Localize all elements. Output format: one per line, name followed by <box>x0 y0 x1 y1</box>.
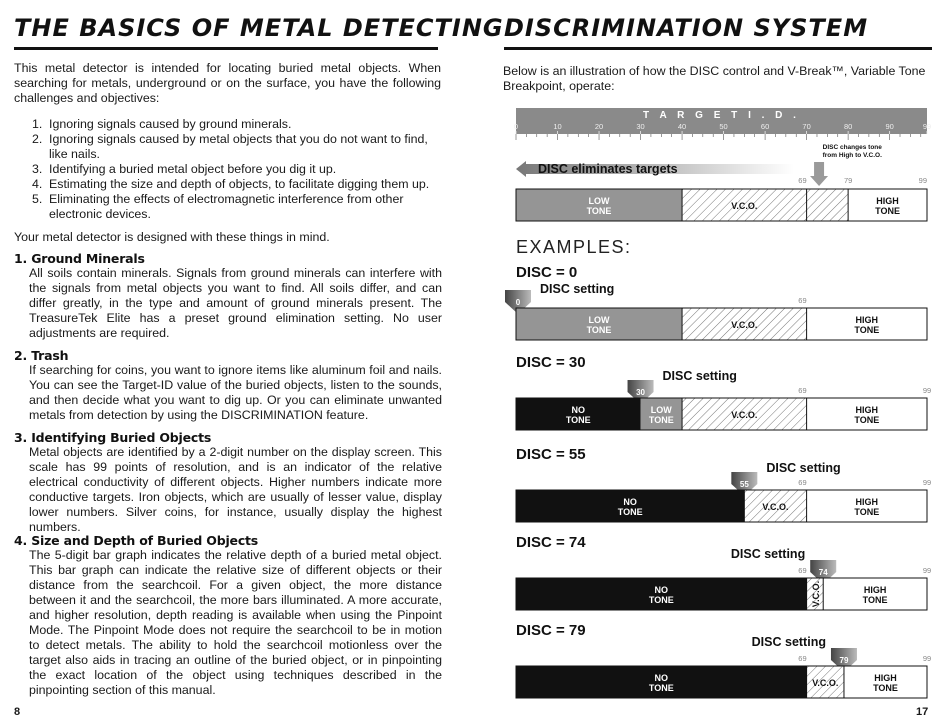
page-title-left: THE BASICS OF METAL DETECTING <box>14 14 504 42</box>
disc-example-label: DISC = 55 <box>516 446 586 463</box>
scale-tick-label: 60 <box>760 122 770 131</box>
target-id-label: T A R G E T I . D . <box>643 110 800 121</box>
segment-label: V.C.O. <box>762 502 789 512</box>
marker-label: 99 <box>922 386 932 395</box>
segment-label: HIGH <box>876 196 899 206</box>
disc-example-label: DISC = 0 <box>516 264 578 281</box>
disc-badge-value: 30 <box>636 388 645 397</box>
section-identifying <box>14 430 442 535</box>
title-underline <box>14 47 438 50</box>
segment-label: LOW <box>650 405 672 415</box>
marker-label: 99 <box>922 478 932 487</box>
examples-heading: EXAMPLES: <box>516 237 632 257</box>
breakpoint-down-arrow <box>810 162 828 186</box>
segment-label: V.C.O. <box>731 320 758 330</box>
section-body: All soils contain minerals. Signals from ground minerals can interfere with the signals from metal objects you want to find. All soils differ, and can differ greatly, in the type and amount of ground minerals present. The TreasureTek Elite has a preset ground elimination setting. No user adjustments are required. <box>29 266 442 340</box>
scale-tick-label: 20 <box>594 122 604 131</box>
marker-label: 69 <box>798 296 807 305</box>
disc-example-bar <box>516 578 927 610</box>
marker-label: 99 <box>922 654 932 663</box>
disc-setting-label: DISC setting <box>766 461 841 475</box>
scale-tick-label: 50 <box>719 122 728 131</box>
segment-label: TONE <box>617 507 643 517</box>
segment-label: V.C.O. <box>812 678 839 688</box>
disc-setting-label: DISC setting <box>540 282 615 296</box>
section-heading: 2. Trash <box>14 348 69 363</box>
disc-example-label: DISC = 30 <box>516 354 586 371</box>
page-number-left: 8 <box>14 706 21 718</box>
segment-label: V.C.O. <box>810 580 821 608</box>
bar-segment-hatch <box>807 189 849 221</box>
scale-tick-label: 70 <box>802 122 811 131</box>
segment-label: NO <box>654 673 669 683</box>
segment-label: TONE <box>586 325 612 335</box>
page-number-right: 17 <box>916 706 929 718</box>
disc-badge-value: 79 <box>839 656 849 665</box>
objectives-list <box>32 117 442 222</box>
segment-label: TONE <box>854 415 880 425</box>
disc-setting-label: DISC setting <box>730 547 806 561</box>
scale-tick-label: 30 <box>636 122 645 131</box>
marker-label: 69 <box>798 176 807 185</box>
section-body: The 5-digit bar graph indicates the relative depth of a buried metal object. This bar graph can indicate the relative size of different objects or their distance from the searchcoil. For a given object, the more distance between it and the searchcoil, the more bars illuminated. A more accurate, and higher resolution, depth reading is available when using the Pinpoint Mode. The Pinpoint Mode does not require the searchcoil to be in motion to detect metals. The ability to hold the searchcoil motionless over the target also aids in tracing an outline of the buried object, or in pinpointing the exact location of the object using techniques described in the pinpointing section of this manual. <box>29 548 442 697</box>
segment-label: NO <box>571 405 586 415</box>
scale-tick-label: 90 <box>885 122 894 131</box>
segment-label: HIGH <box>855 315 879 325</box>
design-note: Your metal detector is designed with these things in mind. <box>14 230 330 244</box>
segment-label: TONE <box>873 683 898 693</box>
segment-label: HIGH <box>874 673 897 683</box>
segment-label: HIGH <box>855 497 879 507</box>
marker-label: 69 <box>798 386 807 395</box>
segment-label: V.C.O. <box>731 410 758 420</box>
segment-label: TONE <box>648 683 674 693</box>
objective-item: 4. Estimating the size and depth of objects, to facilitate digging them up. <box>32 177 430 191</box>
segment-label: LOW <box>588 196 610 206</box>
disc-badge-value: 74 <box>818 568 828 577</box>
objective-item: 3. Identifying a buried metal object before you dig it up. <box>32 162 337 176</box>
disc-setting-label: DISC setting <box>751 635 826 649</box>
marker-label: 69 <box>798 478 807 487</box>
marker-label: 69 <box>798 566 807 575</box>
segment-label: LOW <box>588 315 610 325</box>
marker-label: 69 <box>798 654 807 663</box>
segment-label: V.C.O. <box>731 201 758 211</box>
main-tone-bar <box>516 189 927 221</box>
section-ground-minerals <box>14 251 442 341</box>
objective-item: 2. Ignoring signals caused by metal objects that you do not want to find, like nails. <box>32 132 428 161</box>
segment-label: NO <box>623 497 637 507</box>
annotation-line-2: from High to V.C.O. <box>822 152 882 159</box>
segment-label: TONE <box>854 325 880 335</box>
section-body: If searching for coins, you want to ignore items like aluminum foil and nails. You can see the Target-ID value of the buried objects, listen to the sounds, and then decide what you want to dig up. Or you can eliminate unwanted metals from detection by using the DISCRIMINATION feature. <box>29 363 442 422</box>
segment-label: TONE <box>648 595 674 605</box>
segment-label: HIGH <box>863 585 887 595</box>
section-size-depth <box>14 533 442 698</box>
disc-example-label: DISC = 74 <box>516 534 586 551</box>
scale-tick-label: 0 <box>513 122 519 131</box>
annotation-line-1: DISC changes tone <box>822 144 882 151</box>
disc-badge-value: 55 <box>739 480 749 489</box>
disc-example-bar <box>516 666 927 698</box>
disc-example-bar <box>516 308 927 340</box>
section-body: Metal objects are identified by a 2-digit number on the display screen. This scale has 99 points of resolution, and is an indicator of the relative electrical conductivity of different objects. Higher numbers indicate more conductive targets. Iron objects, which are usually of lesser value, display lower numbers. Silver coins, for instance, usually display the highest numbers. <box>29 445 442 534</box>
disc-example-bar <box>516 398 927 430</box>
intro-paragraph: This metal detector is intended for locating buried metal objects. When searching for metals, underground or on the surface, you have the following challenges and objectives: <box>14 61 441 105</box>
page-title-right: DISCRIMINATION SYSTEM <box>504 14 869 42</box>
objective-item: 5. Eliminating the effects of electromagnetic interference from other electronic devices. <box>32 192 404 221</box>
segment-label: TONE <box>586 206 612 216</box>
scale-tick-label: 10 <box>553 122 562 131</box>
scale-tick-label: 40 <box>677 122 687 131</box>
segment-label: TONE <box>565 415 591 425</box>
marker-label: 99 <box>922 566 932 575</box>
objective-item: 1. Ignoring signals caused by ground minerals. <box>32 117 292 131</box>
eliminates-label: DISC eliminates targets <box>538 162 678 176</box>
segment-label: TONE <box>648 415 674 425</box>
scale-tick-label: 99 <box>922 122 932 131</box>
segment-label: TONE <box>854 507 880 517</box>
title-underline <box>504 47 932 50</box>
intro-paragraph: Below is an illustration of how the DISC control and V-Break™, Variable Tone Breakpoint, operate: <box>503 64 926 93</box>
scale-tick-label: 80 <box>843 122 853 131</box>
disc-badge-value: 0 <box>515 298 521 307</box>
disc-example-label: DISC = 79 <box>516 622 586 639</box>
segment-label: TONE <box>862 595 888 605</box>
disc-setting-label: DISC setting <box>662 369 737 383</box>
segment-label: NO <box>654 585 669 595</box>
segment-label: TONE <box>875 206 900 216</box>
section-trash <box>14 348 442 423</box>
section-heading: 3. Identifying Buried Objects <box>14 430 212 445</box>
segment-label: HIGH <box>855 405 879 415</box>
disc-example-bar <box>516 490 927 522</box>
marker-label: 99 <box>918 176 927 185</box>
marker-label: 79 <box>843 176 853 185</box>
section-heading: 4. Size and Depth of Buried Objects <box>14 533 259 548</box>
discrimination-diagram <box>475 100 950 700</box>
section-heading: 1. Ground Minerals <box>14 251 145 266</box>
